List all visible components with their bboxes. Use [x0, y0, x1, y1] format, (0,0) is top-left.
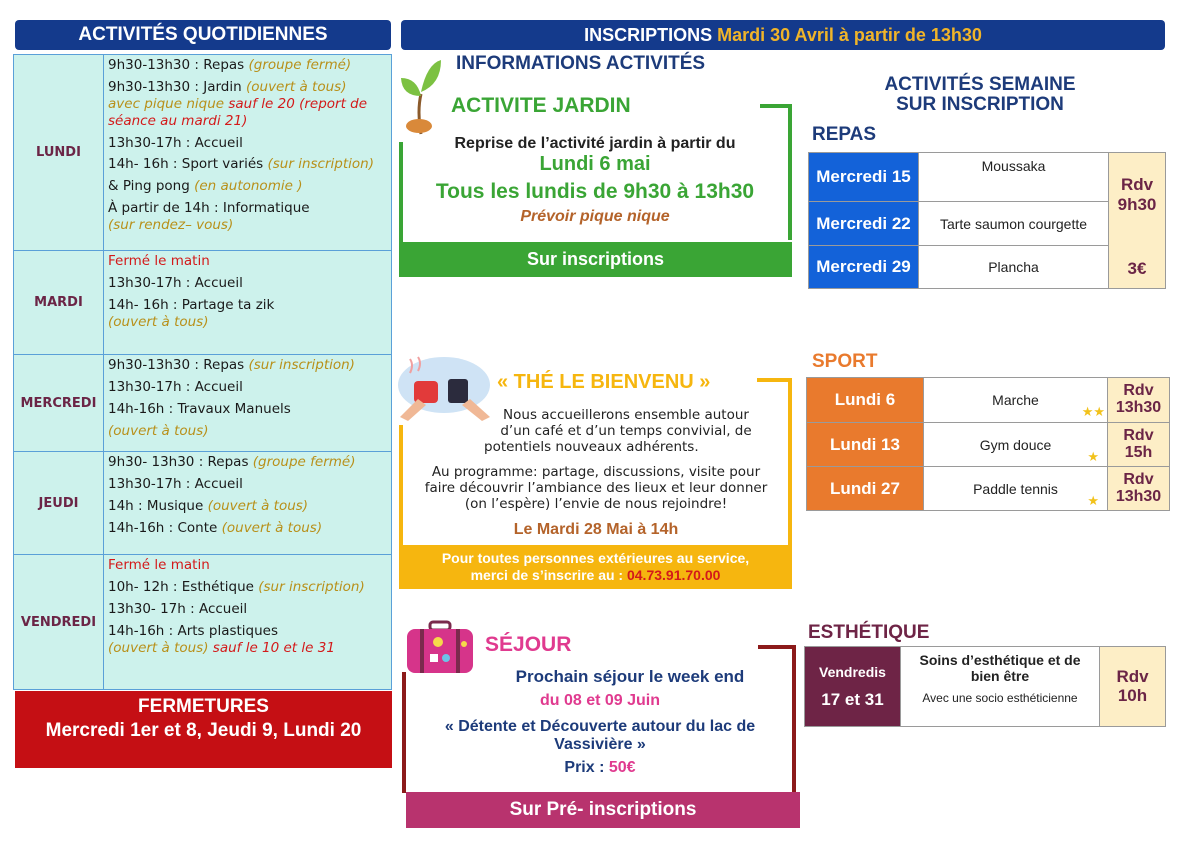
tea-bar-line2-text: merci de s’inscrire au :	[470, 567, 627, 583]
schedule-text: 13h30-17h : Accueil	[108, 378, 243, 395]
schedule-text: 14h- 16h : Partage ta zik	[108, 296, 275, 313]
schedule-text: (sur inscription)	[248, 357, 355, 373]
day-lines	[108, 557, 387, 656]
registrations-label: INSCRIPTIONS	[584, 25, 713, 45]
esthetique-desc1: Soins d’esthétique et de	[919, 652, 1081, 668]
schedule-text: 9h30-13h30 : Jardin	[108, 78, 246, 95]
tea-frame-top	[757, 378, 792, 382]
day-name: MARDI	[14, 251, 104, 354]
closures-box	[15, 691, 392, 768]
schedule-line	[108, 454, 387, 471]
schedule-text: (ouvert à tous)	[245, 78, 347, 95]
sport-activity-cell	[924, 467, 1108, 511]
star-icon: ★	[1087, 493, 1099, 508]
sport-rdv-cell	[1108, 467, 1170, 511]
schedule-line	[108, 253, 387, 270]
schedule-text: & Ping pong	[108, 178, 195, 195]
stay-signup-bar: Sur Pré- inscriptions	[406, 792, 800, 828]
schedule-line	[108, 357, 387, 374]
schedule-text: sauf le 10 et le 31	[212, 639, 335, 656]
garden-line2: Lundi 6 mai	[539, 153, 651, 175]
schedule-line	[108, 156, 387, 173]
closures-title: FERMETURES	[138, 696, 269, 717]
star-icon: ★★	[1081, 404, 1105, 419]
esthetique-rdv-time: 10h	[1117, 685, 1148, 705]
schedule-text: sauf le 20 (report de	[228, 95, 368, 112]
tea-p1-line: Nous accueillerons ensemble autour	[503, 407, 749, 423]
garden-line1: Reprise de l’activité jardin à partir du	[454, 135, 736, 152]
daily-schedule-table	[13, 54, 392, 690]
sport-rdv-time: 13h30	[1115, 399, 1162, 416]
tea-p1-line: d’un café et d’un temps convivial, de	[500, 423, 752, 440]
garden-frame-top	[760, 104, 792, 108]
star-icon: ★	[1087, 449, 1099, 464]
sport-day-cell: Lundi 6	[807, 378, 924, 423]
daily-activities-header: ACTIVITÉS QUOTIDIENNES	[15, 20, 391, 50]
schedule-line	[108, 135, 387, 152]
schedule-text: 14h-16h : Travaux Manuels	[108, 400, 291, 417]
esthetique-rdv-cell	[1100, 647, 1166, 727]
repas-menu-cell: Plancha	[919, 246, 1109, 289]
tea-paragraph-2	[404, 464, 788, 513]
schedule-line	[108, 297, 387, 314]
schedule-text: (ouvert à tous)	[108, 422, 209, 439]
tea-frame-left	[399, 425, 403, 545]
repas-day-cell: Mercredi 15	[809, 153, 919, 202]
repas-menu-cell: Moussaka	[919, 153, 1109, 202]
schedule-line	[108, 178, 387, 195]
sport-rdv-label: Rdv	[1123, 426, 1154, 444]
esthetique-day1: Vendredis	[819, 663, 886, 680]
repas-price: 3€	[1127, 259, 1147, 278]
schedule-text: Fermé le matin	[108, 253, 210, 269]
schedule-line	[108, 275, 387, 292]
stay-price-label: Prix :	[564, 759, 609, 776]
schedule-text: (groupe fermé)	[252, 454, 356, 470]
tea-p2-line: (on l’espère) l’envie de nous rejoindre!	[464, 495, 728, 512]
tea-p2-line: Au programme: partage, discussions, visite pour	[431, 463, 761, 480]
stay-line1: Prochain séjour le week end	[515, 667, 745, 686]
day-row-vendredi	[14, 555, 391, 689]
repas-table	[808, 152, 1166, 289]
stay-line4: Vassivière »	[554, 736, 646, 753]
schedule-line	[108, 640, 387, 657]
schedule-text: 13h30-17h : Accueil	[108, 475, 243, 492]
garden-line3: Tous les lundis de 9h30 à 13h30	[435, 180, 755, 203]
esthetique-table	[804, 646, 1166, 727]
day-row-mercredi	[14, 355, 391, 452]
stay-frame-top	[758, 645, 796, 649]
day-lines	[108, 57, 387, 234]
schedule-line	[108, 57, 387, 74]
schedule-line	[108, 557, 387, 574]
esthetique-sub: Avec une socio esthéticienne	[922, 691, 1078, 705]
sport-activity: Marche	[992, 392, 1039, 408]
schedule-text: 13h30-17h : Accueil	[108, 274, 243, 291]
schedule-text: Fermé le matin	[108, 557, 210, 573]
day-name: JEUDI	[14, 452, 104, 554]
schedule-text: séance au mardi 21)	[108, 112, 248, 129]
schedule-line	[108, 601, 387, 618]
tea-signup-bar	[399, 545, 792, 589]
schedule-line	[108, 498, 387, 515]
tea-p1-line: potentiels nouveaux adhérents.	[484, 439, 699, 456]
tea-bar-line2	[399, 567, 792, 584]
schedule-line	[108, 96, 387, 113]
stay-body	[410, 667, 790, 777]
sport-activity-cell	[924, 423, 1108, 467]
tea-p2-line: faire découvrir l’ambiance des lieux et leur donner	[424, 479, 768, 496]
schedule-text: 13h30- 17h : Accueil	[108, 600, 248, 617]
schedule-text: À partir de 14h : Informatique	[108, 200, 310, 217]
garden-title: ACTIVITE JARDIN	[451, 94, 631, 117]
day-lines	[108, 253, 387, 331]
esthetique-day2: 17 et 31	[821, 689, 884, 709]
schedule-line	[108, 401, 387, 418]
day-lines	[108, 357, 387, 440]
sport-rdv-label: Rdv	[1123, 470, 1154, 488]
sport-title: SPORT	[812, 351, 878, 372]
schedule-line	[108, 623, 387, 640]
schedule-line	[108, 476, 387, 493]
repas-rdv-label: Rdv	[1120, 175, 1154, 194]
weekly-title-line1: ACTIVITÉS SEMAINE	[884, 74, 1076, 95]
stay-price-line	[410, 759, 790, 777]
stay-line2: du 08 et 09 Juin	[539, 692, 661, 709]
stay-line3: « Détente et Découverte autour du lac de	[444, 718, 756, 735]
esthetique-rdv-label: Rdv	[1116, 666, 1149, 686]
schedule-text: 9h30-13h30 : Repas	[108, 57, 249, 73]
repas-menu-cell: Tarte saumon courgette	[919, 202, 1109, 246]
schedule-line	[108, 379, 387, 396]
schedule-text: (en autonomie )	[194, 178, 303, 195]
repas-title: REPAS	[812, 124, 877, 145]
day-row-jeudi	[14, 452, 391, 555]
registrations-date: Mardi 30 Avril à partir de 13h30	[717, 25, 982, 45]
schedule-text: (ouvert à tous)	[207, 497, 309, 514]
schedule-line	[108, 520, 387, 537]
schedule-text: (sur inscription)	[267, 156, 374, 173]
schedule-text: (sur rendez– vous)	[108, 217, 234, 233]
day-name: MERCREDI	[14, 355, 104, 451]
sport-day-cell: Lundi 27	[807, 467, 924, 511]
schedule-text: 14h- 16h : Sport variés	[108, 156, 268, 173]
day-name: LUNDI	[14, 55, 104, 250]
sport-rdv-cell	[1108, 378, 1170, 423]
garden-line4: Prévoir pique nique	[520, 208, 670, 225]
stay-price: 50€	[608, 759, 636, 776]
esthetique-desc2: bien être	[970, 668, 1030, 684]
info-activities-title: INFORMATIONS ACTIVITÉS	[456, 53, 706, 74]
schedule-line	[108, 423, 387, 440]
tea-body	[404, 407, 788, 539]
sport-rdv-label: Rdv	[1123, 382, 1154, 400]
closures-text: Mercredi 1er et 8, Jeudi 9, Lundi 20	[45, 720, 362, 741]
sport-day-cell: Lundi 13	[807, 423, 924, 467]
sport-activity: Gym douce	[979, 436, 1052, 453]
sport-activity-cell	[924, 378, 1108, 423]
garden-body	[410, 135, 780, 226]
day-lines	[108, 454, 387, 537]
schedule-text: (sur inscription)	[258, 578, 365, 595]
schedule-text: 9h30-13h30 : Repas	[108, 357, 249, 373]
tea-bar-line1: Pour toutes personnes extérieures au service,	[441, 550, 750, 566]
repas-day-cell: Mercredi 22	[809, 202, 919, 246]
weekly-title-line2: SUR INSCRIPTION	[896, 93, 1064, 115]
garden-signup-bar: Sur inscriptions	[399, 242, 792, 277]
garden-frame-left	[399, 142, 403, 242]
registrations-banner	[401, 20, 1165, 50]
schedule-text: 13h30-17h : Accueil	[108, 134, 243, 151]
sport-rdv-time: 13h30	[1115, 487, 1162, 505]
esthetique-desc-cell	[901, 647, 1100, 727]
tea-frame-right	[788, 378, 792, 546]
schedule-text: 14h-16h : Arts plastiques	[108, 622, 279, 639]
tea-date: Le Mardi 28 Mai à 14h	[513, 521, 679, 539]
sport-rdv-time: 15h	[1124, 443, 1153, 461]
schedule-text: 10h- 12h : Esthétique	[108, 578, 259, 595]
sport-rdv-cell	[1108, 423, 1170, 467]
schedule-text: avec pique nique	[108, 95, 229, 112]
esthetique-day-cell	[805, 647, 901, 727]
schedule-text: (ouvert à tous)	[108, 313, 209, 330]
tea-paragraph-1	[404, 407, 788, 456]
esthetique-title: ESTHÉTIQUE	[808, 622, 930, 643]
repas-day-cell: Mercredi 29	[809, 246, 919, 289]
schedule-line	[108, 314, 387, 331]
schedule-text: 9h30- 13h30 : Repas	[108, 454, 253, 470]
sport-activity: Paddle tennis	[973, 480, 1058, 497]
schedule-text: 14h : Musique	[108, 497, 208, 514]
stay-frame-right	[792, 645, 796, 793]
day-name: VENDREDI	[14, 555, 104, 689]
repas-rdv-time: 9h30	[1117, 195, 1157, 214]
day-row-lundi	[14, 55, 391, 251]
schedule-line	[108, 113, 387, 130]
schedule-text: (ouvert à tous)	[221, 519, 323, 536]
tea-title: « THÉ LE BIENVENU »	[497, 371, 711, 393]
stay-frame-left	[402, 672, 406, 793]
schedule-text: 14h-16h : Conte	[108, 519, 222, 536]
sport-table	[806, 377, 1170, 511]
stay-title: SÉJOUR	[485, 633, 572, 656]
schedule-line	[108, 217, 387, 234]
schedule-text: (ouvert à tous)	[108, 639, 213, 656]
schedule-text: (groupe fermé)	[248, 57, 352, 73]
day-row-mardi	[14, 251, 391, 355]
schedule-line	[108, 200, 387, 217]
schedule-line	[108, 579, 387, 596]
weekly-activities-title	[835, 75, 1125, 115]
repas-rdv-cell	[1109, 153, 1166, 289]
tea-phone: 04.73.91.70.00	[626, 567, 721, 583]
schedule-line	[108, 79, 387, 96]
